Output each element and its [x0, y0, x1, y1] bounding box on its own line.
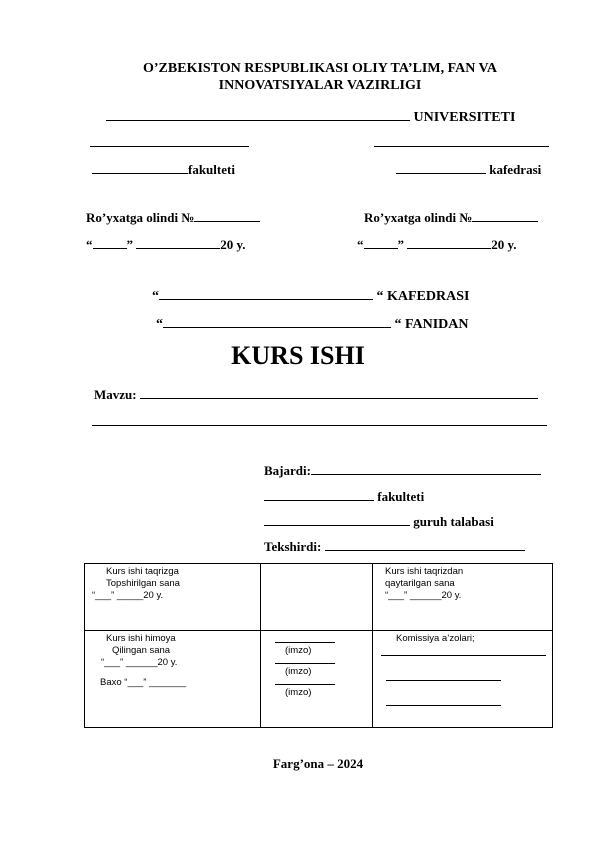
- month-blank[interactable]: [136, 235, 220, 249]
- university-label: UNIVERSITETI: [413, 110, 516, 125]
- grade-field[interactable]: Baxo “___” _______: [100, 677, 187, 688]
- quote-open: “: [156, 317, 163, 332]
- submission-date-line-2: Topshirilgan sana: [106, 578, 180, 589]
- submission-date-value[interactable]: “___” _____20 y.: [92, 590, 164, 601]
- university-row: [106, 106, 515, 126]
- checked-by-blank[interactable]: [325, 537, 525, 551]
- defense-date-line-1: Kurs ishi himoya: [106, 633, 176, 644]
- signature-line-1[interactable]: [275, 642, 335, 643]
- blank-line-right[interactable]: [374, 136, 549, 147]
- group-blank[interactable]: [264, 512, 410, 526]
- commission-cell: [373, 631, 553, 728]
- registration-left-label: Ro’yxatga olindi №: [86, 210, 195, 225]
- return-date-line-1: Kurs ishi taqrizdan: [385, 566, 464, 577]
- quote-open: “: [357, 237, 364, 252]
- commission-member-line-3[interactable]: [386, 705, 501, 706]
- return-date-line-2: qaytarilgan sana: [385, 578, 455, 589]
- done-by-label: Bajardi:: [264, 463, 311, 478]
- topic-blank[interactable]: [140, 385, 538, 399]
- day-blank[interactable]: [364, 235, 398, 249]
- year-label: 20 y.: [220, 237, 246, 252]
- signature-caption-2: (imzo): [285, 666, 312, 677]
- quote-open: “: [152, 289, 159, 304]
- footer-city-year: Farg’ona – 2024: [272, 756, 364, 771]
- signatures-cell: [261, 631, 373, 728]
- submission-date-cell: [85, 564, 261, 631]
- group-row: [264, 512, 494, 530]
- student-faculty-row: [264, 487, 424, 505]
- registration-right-number[interactable]: [472, 208, 538, 222]
- empty-cell: [261, 564, 373, 631]
- topic-blank-line-2[interactable]: [92, 413, 547, 426]
- commission-member-line-1[interactable]: [381, 655, 546, 656]
- defense-date-value[interactable]: “___” ______20 y.: [101, 657, 178, 668]
- student-faculty-blank[interactable]: [264, 487, 374, 501]
- quote-open: “: [86, 237, 93, 252]
- registration-left-number[interactable]: [194, 208, 260, 222]
- signature-caption-1: (imzo): [285, 645, 312, 656]
- checked-by-label: Tekshirdi:: [264, 539, 322, 554]
- checked-by-row: [264, 537, 525, 555]
- registration-left-date: [86, 235, 246, 253]
- day-blank[interactable]: [93, 235, 127, 249]
- month-blank[interactable]: [407, 235, 491, 249]
- subject-name-blank[interactable]: [163, 313, 391, 328]
- fanidan-label: “ FANIDAN: [394, 317, 469, 332]
- topic-label: Mavzu:: [94, 387, 137, 402]
- blank-line-left[interactable]: [90, 136, 249, 147]
- group-label: guruh talabasi: [413, 514, 494, 529]
- university-name-blank[interactable]: [106, 106, 410, 121]
- registration-right-label: Ro’yxatga olindi №: [364, 210, 473, 225]
- department-name-blank[interactable]: [159, 285, 373, 300]
- ministry-line-2: INNOVATSIYALAR VAZIRLIGI: [218, 78, 422, 93]
- defense-date-line-2: Qilingan sana: [112, 645, 171, 656]
- signature-line-2[interactable]: [275, 663, 335, 664]
- done-by-blank[interactable]: [311, 461, 541, 475]
- department-label: kafedrasi: [489, 162, 542, 177]
- commission-member-line-2[interactable]: [386, 680, 501, 681]
- faculty-row: [92, 160, 235, 178]
- ministry-title: [60, 60, 580, 94]
- faculty-blank[interactable]: [92, 160, 188, 174]
- quote-close: ”: [397, 237, 404, 252]
- defense-date-cell: [85, 631, 261, 728]
- commission-label: Komissiya a’zolari;: [396, 633, 475, 644]
- faculty-label: fakulteti: [188, 162, 235, 177]
- done-by-row: [264, 461, 541, 479]
- registration-right: [364, 208, 538, 226]
- ministry-line-1: O’ZBEKISTON RESPUBLIKASI OLIY TA’LIM, FAN VA: [143, 61, 497, 76]
- document-title: KURS ISHI: [231, 341, 365, 370]
- signature-caption-3: (imzo): [285, 687, 312, 698]
- submission-date-line-1: Kurs ishi taqrizga: [106, 566, 179, 577]
- year-label: 20 y.: [491, 237, 517, 252]
- student-faculty-label: fakulteti: [377, 489, 425, 504]
- table-row: [85, 564, 553, 631]
- topic-row: [94, 385, 538, 403]
- return-date-value[interactable]: “___” ______20 y.: [385, 590, 462, 601]
- review-table: [84, 563, 553, 728]
- registration-left: [86, 208, 260, 226]
- quote-close: ”: [126, 237, 133, 252]
- department-row: [396, 160, 541, 178]
- return-date-cell: [373, 564, 553, 631]
- kafedrasi-label: “ KAFEDRASI: [376, 289, 470, 304]
- registration-right-date: [357, 235, 517, 253]
- signature-line-3[interactable]: [275, 684, 335, 685]
- department-blank[interactable]: [396, 160, 486, 174]
- department-name-row: [152, 285, 469, 305]
- subject-name-row: [156, 313, 469, 333]
- table-row: [85, 631, 553, 728]
